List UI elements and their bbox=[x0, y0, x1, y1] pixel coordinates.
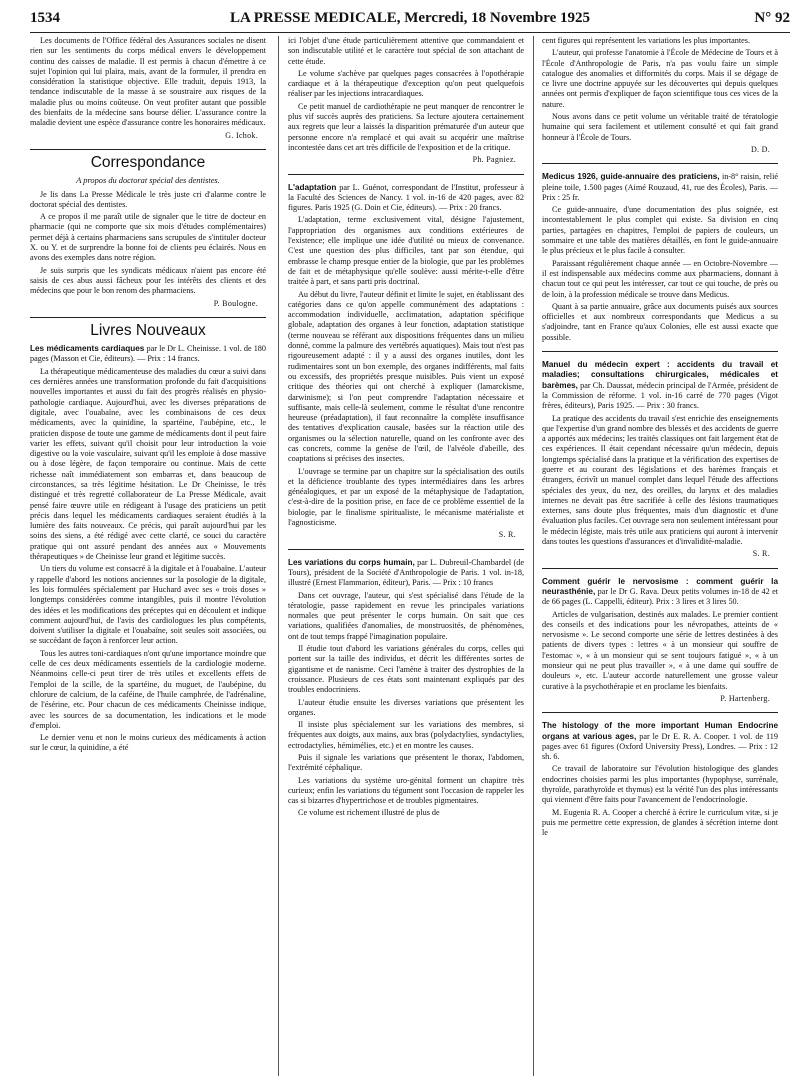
book-entry bbox=[542, 577, 778, 608]
paragraph: Il étudie tout d'abord les variations générales du corps, celles qui portent sur la taille des individus, et décrit les différentes sortes de gigantisme et de nanisme. Ceci l'amène à traiter des dystrophies de la croissance. Plusieurs de ces états sont maintenant expliqués par des troubles endocriniens. bbox=[288, 644, 524, 695]
paragraph: L'ouvrage se termine par un chapitre sur la spécialisation des outils et la déficience troublante des types intermédiaires dans les arbres généalogiques, et par un exposé de la métaphysique de l'adaptation, c'est-à-dire de la position prise, en face de ce problème essentiel de la biologie, par le finalisme spiritualiste, le mécanisme matérialiste et l'agnosticisme. bbox=[288, 466, 524, 528]
book-entry bbox=[30, 344, 266, 365]
book-details: in-8° raisin, relié pleine toile, 1.500 pages (Aimé Rouzaud, 41, rue des Écoles), Paris. — Prix : 25 fr. bbox=[542, 172, 778, 202]
book-entry bbox=[288, 183, 524, 214]
signature: P. Hartenberg. bbox=[720, 693, 770, 703]
paragraph: Tous les autres toni-cardiaques n'ont qu'une importance moindre que celle de ces deux médicaments essentiels de la cardiologie moderne. Néanmoins celle-ci peut tirer de très utiles et excellents effets de l'emploi de la scille, de la spartéine, du muguet, de l'aubépine, du chlorure de calcium, de la caféine, de l'huile camphrée, de l'adrénaline, de l'ésérine, etc. Pour chacun de ces médicaments Cheinisse indique, avec les sources de sa documentation, les indications et le mode d'emploi. bbox=[30, 648, 266, 730]
section-rule bbox=[542, 351, 778, 352]
book-details: par L. Dubreuil-Chambardel (de Tours), président de la Société d'Anthropologie de Paris. 1 vol. in-18, illustré (Ernest Flammarion, éditeur), Paris. — Prix : 10 francs bbox=[288, 557, 525, 588]
paragraph: Je suis surpris que les syndicats médicaux n'aient pas encore été saisis de ces abus aussi fâcheux pour les intérêts des clients et des médecins que pour le bon renom des pharmaciens. bbox=[30, 265, 266, 296]
paragraph: Les documents de l'Office fédéral des Assurances sociales ne disent rien sur les sentiments du corps médical envers le développement continu des caisses de maladie. Il est permis à chacun d'émettre à ce sujet l'opinion qui lui plaira, mais, avant de la formuler, il prendra en considération la statistique objective. Elle traduit, depuis 1913, la tendance indiscutable de la masse à se soustraire aux risques de la maladie plus ou moins coûteuse. On veut profiter autant que possible des bienfaits de la médecine sans bourse délier. L'assurance contre la maladie devient une espèce d'assurance contre les honoraires médicaux. bbox=[30, 36, 266, 128]
signature: S. R. bbox=[752, 549, 770, 559]
column-separator bbox=[533, 36, 534, 1076]
book-details: par L. Guénot, correspondant de l'Institut, professeur à la Faculté des Sciences de Nancy. 1 vol. in-16 de 420 pages, avec 82 figures. Paris 1925 (G. Doin et Cie, éditeurs). — Prix : 20 francs. bbox=[288, 182, 525, 213]
page-number: 1534 bbox=[30, 10, 60, 26]
paragraph: Un tiers du volume est consacré à la digitale et à l'ouabaïne. L'auteur y rappelle d'abord les notions anciennes sur la posologie de la digitale, les lois formulées spécialement par Huchard avec ses « trois doses » longtemps considérées comme intangibles, puis il montre l'évolution des idées et les modifications des préceptes qui en découlent et indique comment aujourd'hui, de l'avis des cardiologues les plus compétents, doivent s'utiliser la digitale et l'ouabaïne, soit seules soit associées, ou se succédant de façon à renforcer leur action. bbox=[30, 564, 266, 646]
paragraph: Le volume s'achève par quelques pages consacrées à l'opothérapie cardiaque et à la thérapeutique d'exception qu'on peut quelquefois réaliser par les injections intracardiaques. bbox=[288, 68, 524, 99]
paragraph: L'adaptation, terme exclusivement vital, désigne l'ajustement, l'appropriation des organismes aux conditions extérieures de l'existence; elle implique une idée d'utilité ou mieux de convenance. C'est une question des plus difficiles, tant par son étendue, qui embrasse le champ presque entier de la biologie, que par les problèmes de fait et de métaphysique qu'elle soulève: aussi mérite-t-elle d'être traitée à part, et sans parti pris doctrinal. bbox=[288, 215, 524, 287]
column-1 bbox=[30, 36, 266, 756]
newspaper-page bbox=[30, 0, 790, 1082]
paragraph: Ce guide-annuaire, d'une documentation des plus soignée, est incontestablement le plus complet qui existe. Sa division en cinq parties, partagées en chapitres, l'emploi de papiers de couleurs, un sommaire et une table des matières détaillés, en font le guide-annuaire le plus précieux et le plus facile à consulter. bbox=[542, 205, 778, 256]
book-entry bbox=[542, 360, 778, 411]
book-entry bbox=[288, 558, 524, 589]
signature: Ph. Pagniez. bbox=[472, 155, 516, 165]
section-rule bbox=[542, 568, 778, 569]
paragraph: A ce propos il me paraît utile de signaler que le titre de docteur en pharmacie (qui ne comporte que six mois d'études complémentaires) permet déjà à certains pharmaciens sans scrupules de s'intituler docteur X. ou Y. et de surprendre la bonne foi de clients peu éclairés. Nous en avons des exemples dans notre région. bbox=[30, 212, 266, 263]
paragraph: La thérapeutique médicamenteuse des maladies du cœur a suivi dans ces dernières années une transformation profonde du fait d'acquisitions nouvelles importantes et aussi du fait des progrès réalisés en physio-pathologie cardiaque. Aujourd'hui, avec les diverses préparations de digitale, avec l'ouabaïne, avec les combinaisons de ces deux médicaments, avec la quinidine, la spartéine, l'aubépine, etc., le praticien dispose de toute une gamme de médicaments dont il peut faire varier les effets, suivant qu'il choisit pour leur introduction la voie digestive ou la voie vasculaire, suivant qu'il les emploie à dose massive ou à dose légère, de façon temporaire ou continue. Mais de cette richesse naît immédiatement son embarras et, dans beaucoup de circonstances, sa très légitime hésitation. Le Dr Cheinisse, le très distingué et très regretté collaborateur de La Presse Médicale, avait pensé faire œuvre utile en rédigeant à l'usage des praticiens un petit précis dans lequel les médicaments cardiaques seraient étudiés à la lumière des faits nouveaux. Ce précis, qui paraît aujourd'hui par les soins des siens, a été rédigé avec cette clarté, ce souci du caractère pratique qui ont assuré pendant des années aux « Mouvements thérapeutiques » de Cheinisse leur grand et légitime succès. bbox=[30, 366, 266, 562]
paragraph: ici l'objet d'une étude particulièrement attentive que commandaient et son indiscutable utilité et le caractère tout spécial de son attachant de cette étude. bbox=[288, 36, 524, 66]
signature: P. Boulogne. bbox=[213, 298, 258, 308]
paragraph: Le dernier venu et non le moins curieux des médicaments à action sur le cœur, la quinidine, a été bbox=[30, 733, 266, 753]
paragraph: Ce petit manuel de cardiothérapie ne peut manquer de rencontrer le plus vif succès auprès des praticiens. Sa lecture ajoutera certainement aux regrets que leur a laissés la disparition prématurée d'un auteur que personne encore n'a remplacé et qui avait su acquérir une maîtrise incontestée dans cet art très difficile de l'exposition et de la critique. bbox=[288, 101, 524, 152]
paragraph: Il insiste plus spécialement sur les variations des membres, si fréquentes aux doigts, aux mains, aux bras (polydactylies, syndactylies, ectrodactylies, hémimélies, etc.) et en montre les causes. bbox=[288, 720, 524, 750]
paragraph: L'auteur, qui professe l'anatomie à l'École de Médecine de Tours et à l'École d'Anthropologie de Paris, n'a pas voulu faire un simple catalogue des anomalies et difformités du corps. Mais il se dégage de ce livre une doctrine appuyée sur les découvertes qui depuis quelques années ont permis d'expliquer de façon scientifique tous ces vices de la nature. bbox=[542, 48, 778, 109]
signature: S. R. bbox=[498, 530, 516, 540]
header-rule bbox=[30, 32, 790, 33]
section-heading-livres-nouveaux: Livres Nouveaux bbox=[90, 321, 206, 339]
section-heading-correspondance: Correspondance bbox=[90, 153, 206, 171]
paragraph: Quant à sa partie annuaire, grâce aux documents puisés aux sources officielles et aux nombreux correspondants que Medicus a su s'adjoindre, tant en France qu'aux Colonies, elle est aussi exacte que possible. bbox=[542, 301, 778, 342]
book-details: par le Dr G. Rava. Deux petits volumes in-18 de 42 et de 66 pages (L. Cappelli, éditeur). Prix : 3 lires et 3 lires 50. bbox=[542, 586, 779, 607]
paragraph: La pratique des accidents du travail s'est enrichie des enseignements que l'expertise d'un grand nombre des blessés et des accidents de guerre a apportés aux médecins; les traités classiques ont fait largement état de ces expériences. Il était cependant nécessaire qu'un médecin, depuis longtemps spécialisé dans la pratique et la vérification des expertises de guerre et au courant des législations et des barèmes français et étrangers, écrivît un manuel complet dans lequel l'étude des affections spéciales des yeux, du nez, des oreilles, du larynx et des maladies internes ne devait pas être sacrifiée à celle des lésions traumatiques externes, sans doute plus fréquentes, mais d'un diagnostic et d'une évaluation plus faciles. Cet ouvrage sera non seulement intéressant pour le médecin légiste, mais très utile aux praticiens qui auront à intervenir dans toutes les questions d'assurances et d'invalidité-maladie. bbox=[542, 413, 778, 547]
section-rule bbox=[542, 163, 778, 164]
signature: D. D. bbox=[750, 144, 770, 154]
book-title: Les médicaments cardiaques bbox=[30, 344, 145, 354]
paragraph: cent figures qui représentent les variations les plus importantes. bbox=[542, 36, 751, 45]
book-entry bbox=[542, 721, 778, 762]
section-rule bbox=[542, 712, 778, 713]
book-title: Medicus 1926, guide-annuaire des praticiens, bbox=[542, 172, 720, 182]
section-rule bbox=[288, 174, 524, 175]
section-subtitle: A propos du doctorat spécial des dentistes. bbox=[76, 176, 220, 186]
paragraph: Dans cet ouvrage, l'auteur, qui s'est spécialisé dans l'étude de la tératologie, passe rapidement en revue les principales variations normales que peut présenter le corps humain. On sait que ces variations, qualifiées d'anomalies, de monstruosités, de phénomènes, ont de tout temps frappé l'imagination populaire. bbox=[288, 590, 524, 641]
column-2 bbox=[288, 36, 524, 821]
paragraph: L'auteur étudie ensuite les diverses variations que présentent les organes. bbox=[288, 697, 524, 717]
paragraph: Les variations du système uro-génital forment un chapitre très curieux; enfin les variations du tégument sont l'occasion de rappeler les cas si bizarres d'hypertrichose et de troubles pigmentaires. bbox=[288, 775, 524, 806]
book-details: par le Dr L. Cheinisse. 1 vol. de 180 pages (Masson et Cie, éditeurs). — Prix : 14 francs. bbox=[30, 344, 266, 364]
book-title: L'adaptation bbox=[288, 182, 337, 192]
paragraph: Ce travail de laboratoire sur l'évolution histologique des glandes endocrines choisies parmi les plus importantes (hypophyse, surrénale, thyroïde, parathyroïde et thymus) est la vérité l'un des plus intéressants qui viennent d'être faits pour l'avancement de l'endocrinologie. bbox=[542, 764, 778, 805]
section-rule bbox=[288, 549, 524, 550]
signature: G. Ichok. bbox=[225, 130, 258, 140]
paragraph: Au début du livre, l'auteur définit et limite le sujet, en établissant des catégories dans ce qu'on appelle communément des adaptations : accommodation individuelle, acclimatation, adaptation spécifique globale, adaptation des organes à leur fonction, adaptation statistique (terme nouveau se référant aux dispositions fréquentes dans un milieu donné, comme la palmure des vertébrés aquatiques). Mais tout n'est pas rigoureusement adapté : il y a aussi des organes inutiles, dont les rudimentaires sont un bon exemple, des organes indifférents, mal faits ou excessifs, des propriétés presque nuisibles. Puis vient un exposé critique des théories qui ont cherché à expliquer (lamarckisme, darwinisme); si l'on peut comprendre l'adaptation nécessaire et suffisante, mais celle-là seulement, comme le résultat d'une rencontre heureuse (préadaptation), il faut reconnaître la complète insuffisance des tentatives d'explication causale, basées sur la réaction utile des organismes ou la sélection naturelle, quand on les confronte avec des cas concrets, comme la genèse de l'œil, de l'alvéole d'abeille, des coaptations si précises des insectes. bbox=[288, 289, 524, 464]
column-3 bbox=[542, 36, 778, 840]
paragraph: Paraissant régulièrement chaque année — en Octobre-Novembre — il est indispensable aux médecins comme aux pharmaciens, donnant à chacun tout ce qui peut les intéresser, car tout ce qui touche, de près ou de loin, à la profession médicale se trouve dans Medicus. bbox=[542, 258, 778, 299]
paragraph: Puis il signale les variations que présentent le thorax, l'abdomen, l'extrémité céphalique. bbox=[288, 753, 524, 773]
column-separator bbox=[278, 36, 279, 1076]
book-title: Comment guérir le nervosisme : comment guérir la neurasthénie, bbox=[542, 576, 778, 596]
book-title: Les variations du corps humain, bbox=[288, 557, 415, 567]
section-rule bbox=[30, 317, 266, 318]
paragraph: Nous avons dans ce petit volume un véritable traité de tératologie humaine qui sera facilement et utilement consulté et qui fait grand honneur à l'École de Tours. bbox=[542, 112, 778, 142]
page-header bbox=[30, 6, 790, 30]
paragraph: Je lis dans La Presse Médicale le très juste cri d'alarme contre le doctorat spécial des dentistes. bbox=[30, 189, 266, 209]
paragraph: M. Eugenia R. A. Cooper a cherché à écrire le curriculum vitæ, si je puis me permettre cette expression, de glandes à sécrétion interne dont le bbox=[542, 807, 778, 838]
paragraph: Ce volume est richement illustré de plus de bbox=[298, 808, 440, 818]
book-details: par le Dr E. R. A. Cooper. 1 vol. de 119 pages avec 61 figures (Oxford University Press), Londres. — Prix : 12 sh. 6. bbox=[542, 731, 778, 762]
issue-number: N° 92 bbox=[754, 10, 790, 26]
journal-title: LA PRESSE MEDICALE, Mercredi, 18 Novembre 1925 bbox=[230, 10, 590, 26]
book-entry bbox=[542, 172, 778, 203]
book-details: par Ch. Daussat, médecin principal de l'Armée, président de la Commission de réforme. 1 vol. in-16 carré de 770 pages (Vigot frères, éditeurs), Paris 1925. — Prix : 30 francs. bbox=[542, 380, 778, 411]
book-title: Manuel du médecin expert : accidents du travail et maladies; consultations chirurgicales, médicales et barèmes, bbox=[542, 360, 778, 390]
book-title: The histology of the more important Human Endocrine organs at various ages, bbox=[542, 721, 778, 741]
paragraph: Articles de vulgarisation, destinés aux malades. Le premier contient des conseils et des indications pour les névropathes, atteints de « nervosisme ». Le second comporte une série de lettres destinées à des patients de divers types : lettres « à un monsieur qui souffre de l'estomac », « à un monsieur qui se sent toujours fatigué », « à un monsieur qui ne peut plus travailler », « à une dame qui souffre de douleurs », etc. L'auteur accorde naturellement une grosse valeur curative à la psychothérapie et en proclame les bienfaits. bbox=[542, 609, 778, 691]
section-rule bbox=[30, 149, 266, 150]
